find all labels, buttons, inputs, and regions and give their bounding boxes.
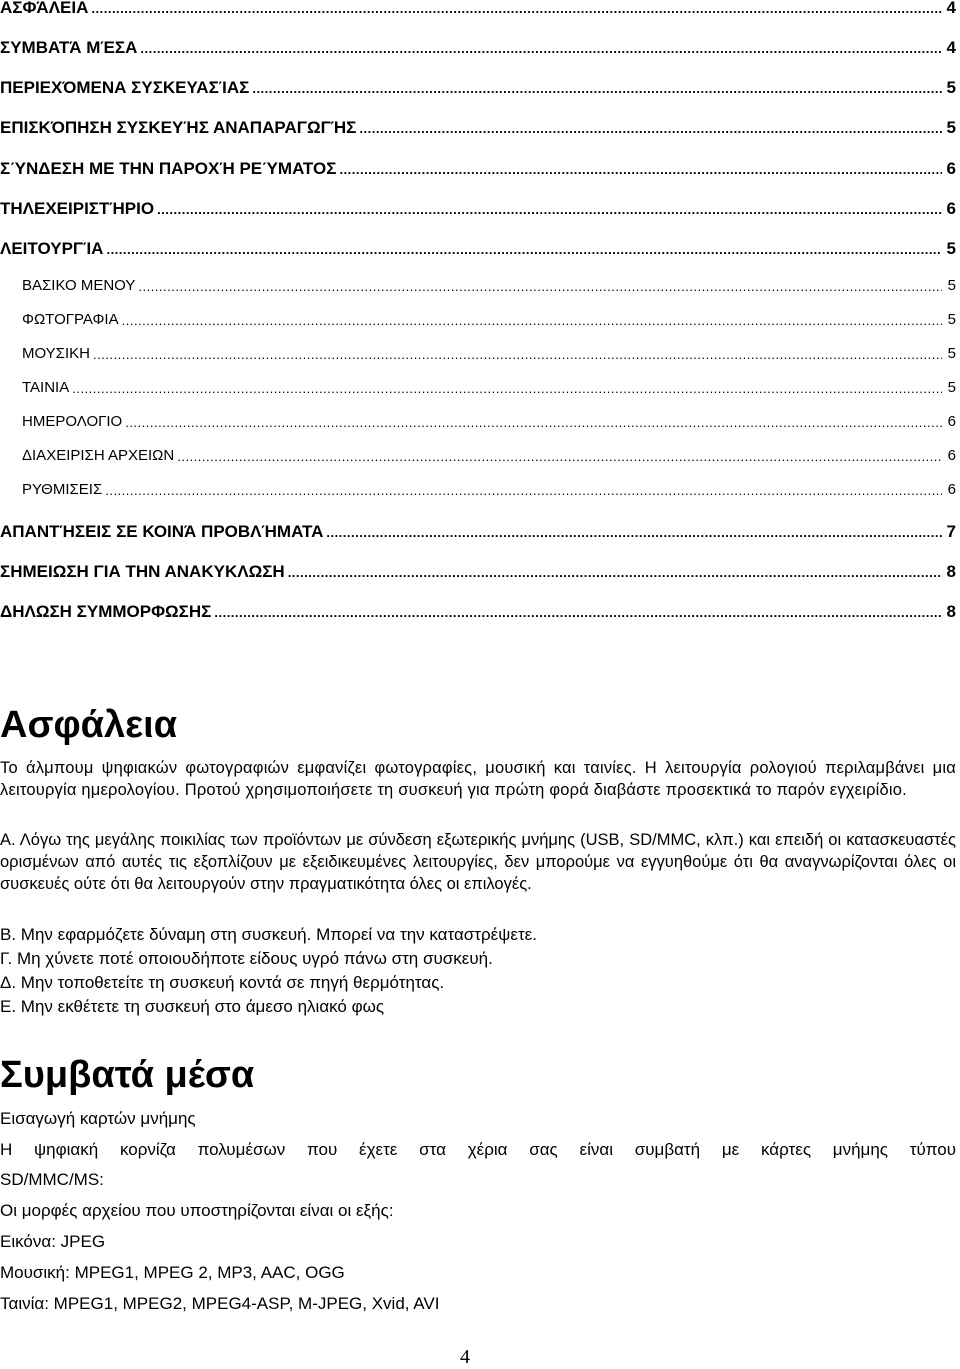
toc-item[interactable]: ΣΗΜΕΙΩΣΗ ΓΙΑ ΤΗΝ ΑΝΑΚΥΚΛΩΣΗ ..... 8 (0, 558, 956, 582)
format-image: Εικόνα: JPEG (0, 1232, 106, 1251)
safety-heading: Ασφάλεια (0, 704, 178, 746)
toc-item[interactable]: ΠΕΡΙΕΧΌΜΕΝΑ ΣΥΣΚΕΥΑΣΊΑΣ ..... 5 (0, 74, 956, 98)
safety-item-a: Α. Λόγω της μεγάλης ποικιλίας των προϊόντων με σύνδεση εξωτερικής μνήμης (USB, SD/MMC, κλπ.) και επειδή οι κατασκευαστές ορισμένων από αυτές τις εξοπλίζουν με εξειδικευμένες λειτουργίες, δεν μπορούμε να εγγυηθούμε ότι θα αναγνωρίζονται όλες οι συσκευές ούτε ότι θα λειτουργούν στην πραγματικότητα όλες οι επιλογές. (0, 831, 956, 893)
safety-item-d: Δ. Μην τοποθετείτε τη συσκευή κοντά σε πηγή θερμότητας. (0, 973, 445, 992)
toc-subitem[interactable]: ΔΙΑΧΕΙΡΙΣΗ ΑΡΧΕΙΩΝ ..... 6 (0, 442, 956, 466)
safety-intro: Το άλμπουμ ψηφιακών φωτογραφιών εμφανίζει φωτογραφίες, μουσική και ταινίες. Η λειτουργία ρολογιού περιλαμβάνει μια λειτουργία ημερολογίου. Προτού χρησιμοποιήσετε τη συσκευή για πρώτη φορά διαβάστε προσεκτικά το παρόν εγχειρίδιο. (0, 759, 956, 799)
toc-item[interactable]: ΤΗΛΕΧΕΙΡΙΣΤΉΡΙΟ ..... 6 (0, 195, 956, 219)
toc-item[interactable]: ΛΕΙΤΟΥΡΓΊΑ ..... 5 (0, 235, 956, 259)
format-video: Ταινία: MPEG1, MPEG2, MPEG4-ASP, M-JPEG, Xvid, AVI (0, 1294, 440, 1313)
toc-subitem[interactable]: ΗΜΕΡΟΛΟΓΙΟ ..... 6 (0, 408, 956, 432)
toc-subitem[interactable]: ΤΑΙΝΙΑ ..... 5 (0, 374, 956, 398)
cards-text-cont: SD/MMC/MS: (0, 1170, 104, 1189)
toc-subitem[interactable]: ΡΥΘΜΙΣΕΙΣ ..... 6 (0, 476, 956, 500)
toc-item[interactable]: ΑΣΦΆΛΕΙΑ ..... 4 (0, 0, 956, 18)
toc-subitem[interactable]: ΜΟΥΣΙΚΗ ..... 5 (0, 340, 956, 364)
safety-item-e: Ε. Μην εκθέτετε τη συσκευή στο άμεσο ηλιακό φως (0, 997, 385, 1016)
toc-subitem[interactable]: ΒΑΣΙΚΟ ΜΕΝΟΥ ..... 5 (0, 272, 956, 296)
cards-text: Η ψηφιακή κορνίζα πολυμέσων που έχετε στα χέρια σας είναι συμβατή με κάρτες μνήμης τύπου (0, 1140, 956, 1159)
toc-item[interactable]: ΕΠΙΣΚΌΠΗΣΗ ΣΥΣΚΕΥΉΣ ΑΝΑΠΑΡΑΓΩΓΉΣ ..... 5 (0, 114, 956, 138)
toc-item[interactable]: ΣΥΜΒΑΤΆ ΜΈΣΑ ..... 4 (0, 34, 956, 58)
cards-title: Εισαγωγή καρτών μνήμης (0, 1109, 196, 1128)
media-heading: Συμβατά μέσα (0, 1054, 255, 1096)
safety-item-b: Β. Μην εφαρμόζετε δύναμη στη συσκευή. Μπορεί να την καταστρέψετε. (0, 925, 537, 944)
toc-item[interactable]: ΑΠΑΝΤΉΣΕΙΣ ΣΕ ΚΟΙΝΆ ΠΡΟΒΛΉΜΑΤΑ ..... 7 (0, 518, 956, 542)
toc-item[interactable]: ΣΎΝΔΕΣΗ ΜΕ ΤΗΝ ΠΑΡΟΧΉ ΡΕΎΜΑΤΟΣ ..... 6 (0, 155, 956, 179)
toc-item[interactable]: ΔΗΛΩΣΗ ΣΥΜΜΟΡΦΩΣΗΣ ..... 8 (0, 598, 956, 622)
safety-item-c: Γ. Μη χύνετε ποτέ οποιουδήποτε είδους υγρό πάνω στη συσκευή. (0, 949, 493, 968)
format-music: Μουσική: MPEG1, MPEG 2, MP3, AAC, OGG (0, 1263, 345, 1282)
page-number: 4 (460, 1346, 470, 1368)
toc-subitem[interactable]: ΦΩΤΟΓΡΑΦΙΑ ..... 5 (0, 306, 956, 330)
formats-title: Οι μορφές αρχείου που υποστηρίζονται είναι οι εξής: (0, 1201, 394, 1220)
